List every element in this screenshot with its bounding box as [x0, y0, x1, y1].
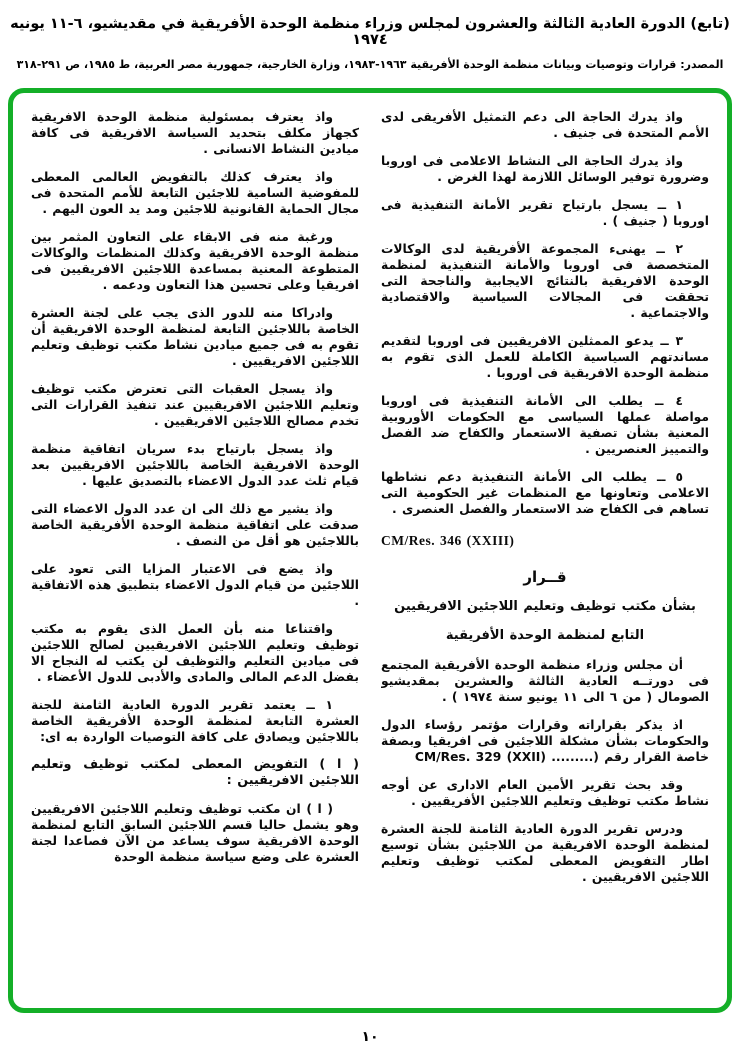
paragraph-body: ٢ ــ يهنىء المجموعة الأفريقية لدى الوكالات المتخصصة فى اوروبا والأمانة التنفيذية لمنظمة الوحدة الافريقية بالنتائج الايجابية والناجحة التى تحققت فى المجالات السياسية والاقتصادية والاجتماعية .: [381, 242, 709, 320]
paragraph-body: ١ ــ يسجل بارتياح تقرير الأمانة التنفيذية فى اوروبا ( جنيف ) .: [381, 198, 709, 228]
paragraph-heading: قــرار: [523, 568, 567, 586]
paragraph-body: ورغبة منه فى الابقاء على التعاون المثمر بين منظمة الوحدة الافريقية وكذلك المنظمات والوكالات المتطوعة المعنية بمساعدة اللاجئين الافريقيين فى افريقيا وعلى تحسين هذا التعاون ودعمه .: [31, 230, 359, 292]
paragraph-body: ( ا ) ان مكتب توظيف وتعليم اللاجئين الافريقيين وهو يشمل حاليا قسم اللاجئين السابق التابع لمنظمة الوحدة الافريقية سوف يساعد من الآن فصاعدا لجنة العشرة على وضع سياسة منظمة الوحدة: [31, 802, 359, 864]
paragraph-body: ٤ ــ يطلب الى الأمانة التنفيذية فى اوروبا مواصلة عملها السياسى مع الحكومات الأوروبية المعنية بشأن تصفية الاستعمار والكفاح ضد الفصل والتمييز العنصريين .: [381, 394, 709, 456]
paragraph-body: ٣ ــ يدعو الممثلين الافريقيين فى اوروبا لتقديم مساندتهم السياسية الكاملة للعمل الذى تقوم به منظمة الوحدة الافريقية فى اوروبا .: [381, 334, 709, 380]
resolution-text-box: [8, 88, 732, 1013]
paragraph-body: واذ يدرك الحاجة الى النشاط الاعلامى فى اوروبا وضرورة توفير الوسائل اللازمة لهذا الغرض .: [381, 154, 709, 184]
paragraph-subheading: التابع لمنظمة الوحدة الأفريقية: [445, 628, 645, 643]
paragraph-body: ودرس تقرير الدورة العادية الثامنة للجنة العشرة لمنظمة الوحدة الافريقية من اللاجئين بشأن توسيع اطار التفويض المعطى لمكتب توظيف وتعليم اللاجئين الافريقيين .: [381, 822, 709, 884]
paragraph-body: واذ يضع فى الاعتبار المزايا التى تعود على اللاجئين من قيام الدول الاعضاء بتطبيق هذه الاتفاقية .: [31, 562, 359, 608]
two-column-layout: [31, 109, 709, 998]
paragraph-body: واذ يدرك الحاجة الى دعم التمثيل الأفريقى لدى الأمم المتحدة فى جنيف .: [381, 110, 709, 140]
paragraph-body: واذ يسجل العقبات التى تعترض مكتب توظيف وتعليم اللاجئين الافريقيين عند تنفيذ القرارات التى تخدم مصالح اللاجئين الافريقيين .: [31, 382, 359, 428]
paragraph-body: أن مجلس وزراء منظمة الوحدة الأفريقية المجتمع فى دورتــه العادية الثالثة والعشرين بمقديشيو الصومال ( من ٦ الى ١١ يونيو سنة ١٩٧٤ ) .: [381, 658, 709, 704]
header-session-title: (تابع) الدورة العادية الثالثة والعشرون لمجلس وزراء منظمة الوحدة الأفريقية في مقديشيو، ٦-١١ يونيه ١٩٧٤: [10, 16, 730, 48]
paragraph-body: واذ يعترف كذلك بالتفويض العالمى المعطى للمفوضية السامية للاجئين التابعة للأمم المتحدة فى مجال الحماية القانونية للاجئين ومد يد العون اليهم .: [31, 170, 359, 216]
paragraph-body: واقتناعا منه بأن العمل الذى يقوم به مكتب توظيف وتعليم اللاجئين الافريقيين لصالح اللاجئين فى ميادين التعليم والتوظيف لن يكتب له النجاح الا بفضل الدعم المالى والمادى والأدبى للدول الأعضاء .: [31, 622, 359, 684]
paragraph-body: وقد بحث تقرير الأمين العام الادارى عن أوجه نشاط مكتب توظيف وتعليم اللاجئين الأفريقيين .: [381, 778, 709, 808]
paragraph-boldpara: ( ا ) التفويض المعطى لمكتب توظيف وتعليم اللاجئين الافريقيين :: [31, 757, 359, 788]
paragraph-body: واذ يعترف بمسئولية منظمة الوحدة الافريقية كجهاز مكلف بتحديد السياسة الافريقية فى كافة ميادين النشاط الانسانى .: [31, 110, 359, 156]
paragraph-body: ١ ــ يعتمد تقرير الدورة العادية الثامنة للجنة العشرة التابعة لمنظمة الوحدة الأفريقية الخاصة باللاجئين ويصادق على كافة التوصيات الواردة به اى:: [31, 698, 359, 744]
header-source-citation: المصدر: قرارات وتوصيات وبيانات منظمة الوحدة الأفريقية ١٩٦٣-١٩٨٣، وزارة الخارجية، جمهورية مصر العربية، ط ١٩٨٥، ص ٢٩١-٣١٨: [16, 58, 724, 71]
paragraph-body: واذ يشير مع ذلك الى ان عدد الدول الاعضاء التى صدقت على اتفاقية منظمة الوحدة الأفريقية الخاصة باللاجئين هو أقل من النصف .: [31, 502, 359, 548]
document-header: [0, 16, 740, 71]
text-column-left: [31, 109, 359, 998]
text-column-right: [381, 109, 709, 998]
paragraph-latin: CM/Res. 346 (XXIII): [381, 533, 515, 548]
paragraph-subheading: بشأن مكتب توظيف وتعليم اللاجئين الافريقيين: [394, 599, 696, 614]
paragraph-body: وادراكا منه للدور الذى يجب على لجنة العشرة الخاصة باللاجئين التابعة لمنظمة الوحدة الافريقية أن تقوم به فى جميع ميادين نشاط مكتب توظيف وتعليم اللاجئين الافريقيين .: [31, 306, 359, 368]
paragraph-body: ٥ ــ يطلب الى الأمانة التنفيذية دعم نشاطها الاعلامى وتعاونها مع المنظمات غير الحكومية التى تساهم فى الكفاح ضد الاستعمار والفصل العنصرى .: [381, 470, 709, 516]
page-number: ١٠: [361, 1029, 379, 1045]
paragraph-body: واذ يسجل بارتياح بدء سريان اتفاقية منظمة الوحدة الافريقية الخاصة باللاجئين الافريقيين بعد قيام ثلث عدد الدول الاعضاء بالتصديق عليها .: [31, 442, 359, 488]
paragraph-body: اذ يذكر بقراراته وقرارات مؤتمر رؤساء الدول والحكومات بشأن مشكلة اللاجئين فى افريقيا وبصفة خاصة القرار رقم (......... CM/Res. 329 (XXII): [381, 718, 709, 764]
